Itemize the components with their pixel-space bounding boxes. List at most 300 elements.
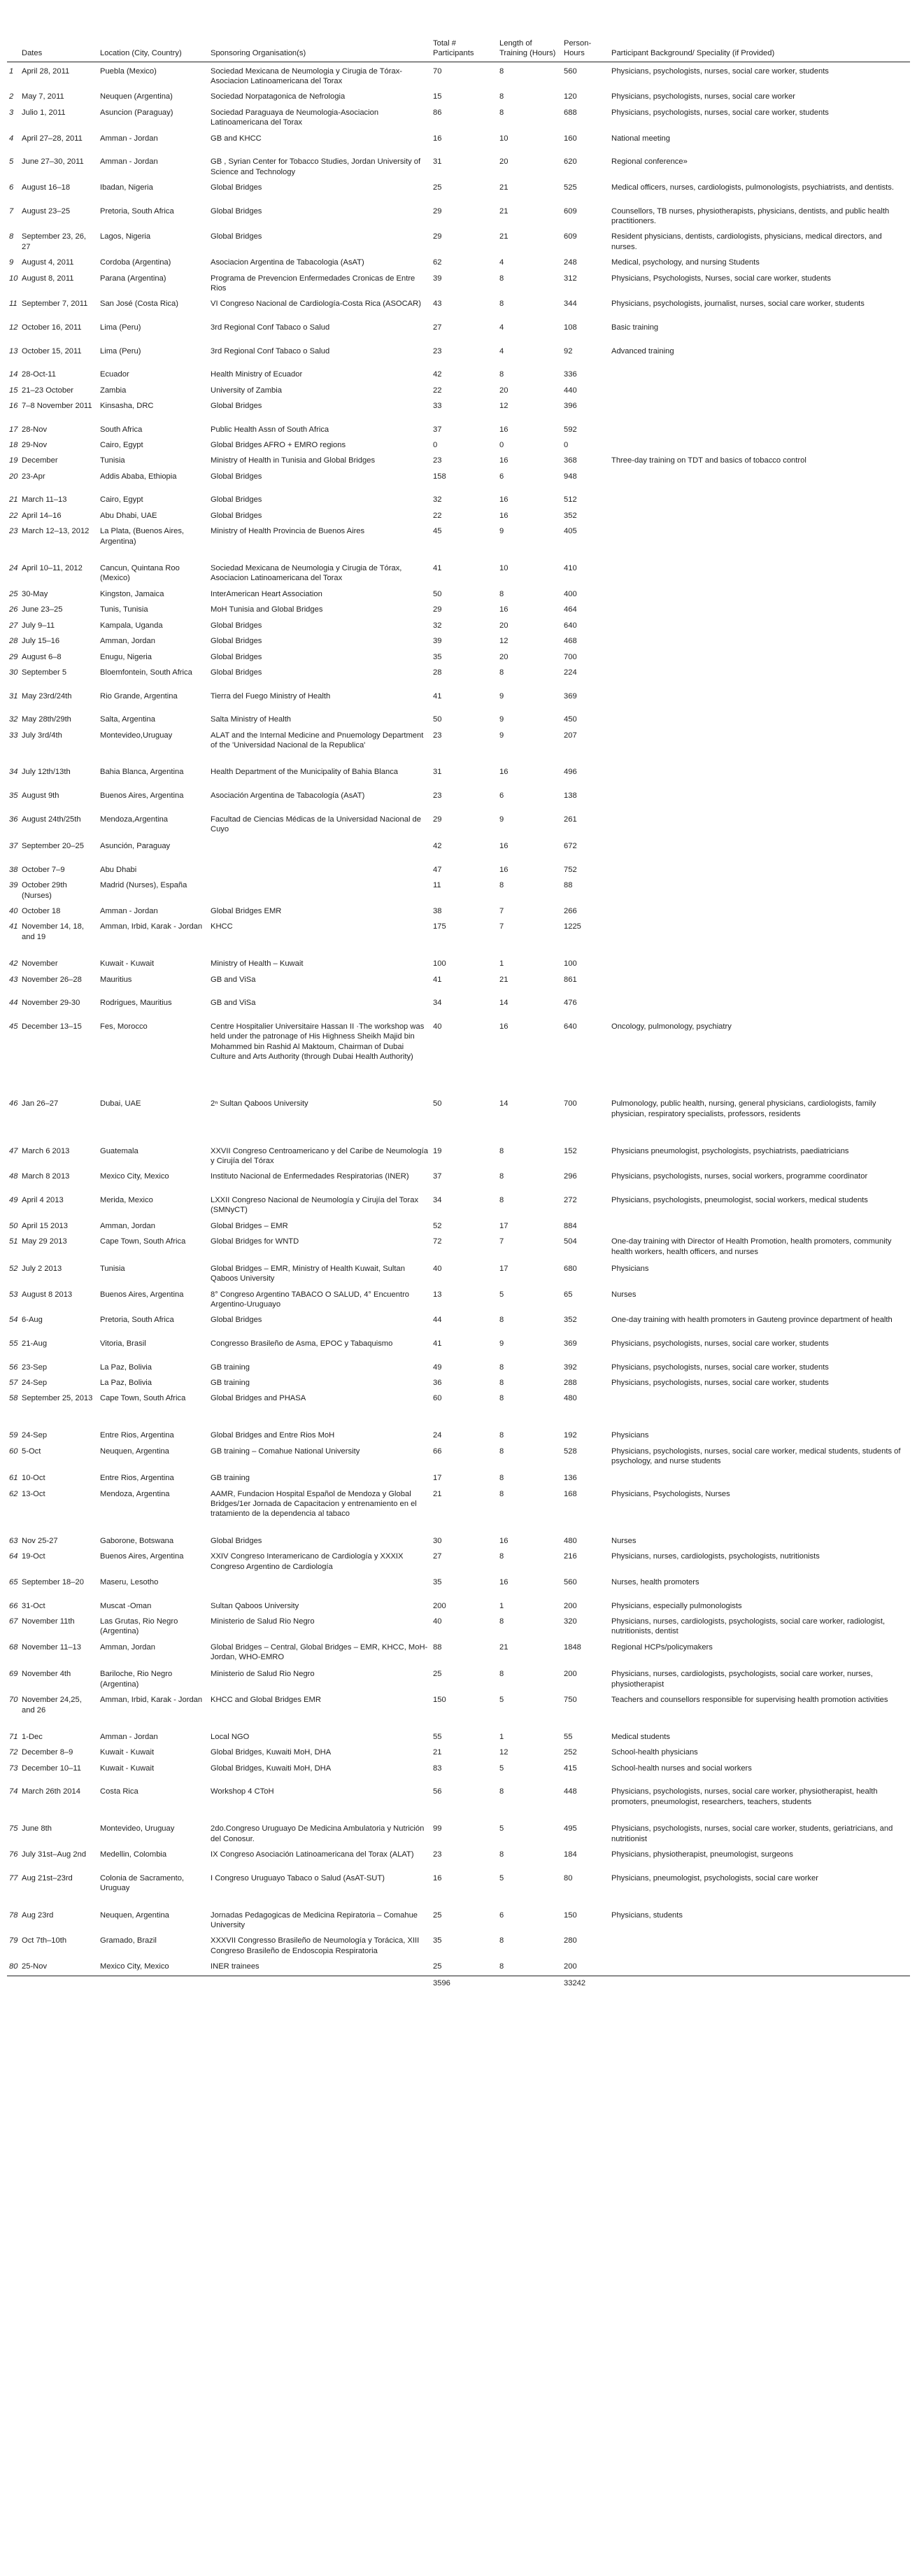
row-length-hours: 1 (499, 959, 504, 969)
row-organisation: Workshop 4 CToH (211, 1787, 274, 1796)
row-dates: October 18 (22, 906, 61, 915)
row-organisation: XXIV Congreso Interamericano de Cardiología y XXXIX Congreso Argentino de Cardiología (211, 1552, 404, 1571)
row-person-hours: 216 (564, 1552, 577, 1561)
row-number: 74 (9, 1787, 18, 1796)
row-person-hours: 100 (564, 959, 577, 969)
table-row (7, 689, 910, 713)
row-person-hours: 700 (564, 652, 577, 661)
row-location: Amman, Irbid, Karak - Jordan (100, 922, 203, 931)
row-background: Physicians, psychologists, nurses, social care worker, students (611, 1363, 829, 1372)
row-person-hours: 88 (564, 881, 573, 890)
row-dates: 30-May (22, 589, 48, 598)
row-organisation: Global Bridges for WNTD (211, 1237, 299, 1246)
row-dates: November 24,25, and 26 (22, 1696, 82, 1715)
row-length-hours: 8 (499, 1378, 504, 1387)
table-row (7, 1599, 910, 1614)
row-length-hours: 14 (499, 999, 509, 1008)
row-person-hours: 752 (564, 865, 577, 874)
row-number: 22 (9, 511, 18, 520)
row-background: Physicians, especially pulmonologists (611, 1601, 742, 1610)
table-row (7, 399, 910, 423)
row-organisation: Sociedad Paraguaya de Neumologia-Asociacion Latinoamericana del Torax (211, 108, 379, 127)
row-participants: 32 (433, 621, 442, 630)
row-length-hours: 8 (499, 1316, 504, 1325)
row-person-hours: 352 (564, 1316, 577, 1325)
row-length-hours: 8 (499, 1172, 504, 1181)
row-location: Enugu, Nigeria (100, 652, 152, 661)
row-location: Costa Rica (100, 1787, 138, 1796)
row-location: Mauritius (100, 975, 132, 984)
row-organisation: Ministerio de Salud Rio Negro (211, 1670, 315, 1679)
row-person-hours: 476 (564, 999, 577, 1008)
row-length-hours: 5 (499, 1873, 504, 1882)
row-organisation: 8° Congreso Argentino TABACO O SALUD, 4° Encuentro Argentino-Uruguayo (211, 1290, 410, 1309)
row-number: 12 (9, 323, 18, 332)
row-participants: 50 (433, 1099, 442, 1108)
row-participants: 23 (433, 1850, 442, 1859)
row-organisation: MoH Tunisia and Global Bridges (211, 605, 323, 614)
row-organisation: Programa de Prevencion Enfermedades Cronicas de Entre Rios (211, 274, 415, 293)
row-background (609, 1391, 910, 1428)
row-dates: July 15–16 (22, 637, 60, 646)
row-location: Amman, Jordan (100, 637, 155, 646)
row-dates: July 9–11 (22, 621, 55, 630)
row-participants: 19 (433, 1146, 442, 1155)
row-length-hours: 16 (499, 511, 509, 520)
row-participants: 29 (433, 815, 442, 824)
table-row (7, 493, 910, 508)
header-participants: Total # Participants (431, 7, 497, 62)
row-organisation: Global Bridges (211, 232, 262, 241)
table-row (7, 297, 910, 321)
table-row (7, 155, 910, 181)
row-location: Vitoria, Brasil (100, 1339, 146, 1348)
row-length-hours: 16 (499, 865, 509, 874)
row-participants: 50 (433, 589, 442, 598)
row-location: Neuquen, Argentina (100, 1447, 169, 1456)
table-row (7, 1234, 910, 1262)
row-location: Mexico City, Mexico (100, 1962, 169, 1971)
row-organisation: GB training – Comahue National University (211, 1447, 360, 1456)
row-dates: December (22, 456, 58, 465)
row-participants: 27 (433, 1552, 442, 1561)
row-organisation: Local NGO (211, 1733, 250, 1742)
row-background (609, 996, 910, 1020)
row-person-hours: 352 (564, 511, 577, 520)
row-dates: 5-Oct (22, 1447, 41, 1456)
row-number: 45 (9, 1022, 18, 1031)
row-background: Physicians, nurses, cardiologists, psychologists, nutritionists (611, 1552, 820, 1561)
row-location: Montevideo, Uruguay (100, 1824, 175, 1834)
row-background: School-health physicians (611, 1748, 698, 1757)
row-background: Teachers and counsellors responsible for supervising health promotion activities (611, 1696, 888, 1705)
row-person-hours: 207 (564, 731, 577, 740)
table-row (7, 603, 910, 618)
row-organisation: 2ⁿ Sultan Qaboos University (211, 1099, 308, 1108)
row-person-hours: 65 (564, 1290, 573, 1299)
row-length-hours: 5 (499, 1696, 504, 1705)
row-person-hours: 592 (564, 425, 577, 434)
table-row (7, 383, 910, 399)
row-organisation: Congresso Brasileño de Asma, EPOC y Tabaquismo (211, 1339, 393, 1348)
row-dates: September 25, 2013 (22, 1394, 93, 1403)
row-number: 50 (9, 1221, 18, 1230)
row-length-hours: 14 (499, 1099, 509, 1108)
row-participants: 60 (433, 1394, 442, 1403)
row-organisation (208, 839, 431, 863)
row-dates: May 23rd/24th (22, 691, 72, 701)
row-number: 25 (9, 589, 18, 598)
row-location: Tunisia (100, 1264, 125, 1273)
row-number: 49 (9, 1196, 18, 1204)
row-number: 40 (9, 906, 18, 915)
row-background: Counsellors, TB nurses, physiotherapists, physicians, dentists, and public health practitioners. (611, 206, 890, 225)
row-location: Bahia Blanca, Argentina (100, 768, 184, 777)
row-background (609, 1219, 910, 1234)
table-body (7, 62, 910, 1976)
row-location: Zambia (100, 386, 127, 395)
row-organisation: Sultan Qaboos University (211, 1601, 299, 1610)
row-number: 54 (9, 1316, 18, 1325)
row-dates: August 8 2013 (22, 1290, 73, 1299)
header-org: Sponsoring Organisation(s) (208, 7, 431, 62)
row-location: Lima (Peru) (100, 323, 141, 332)
row-length-hours: 8 (499, 1394, 504, 1403)
row-background (609, 493, 910, 508)
row-location: Abu Dhabi (100, 865, 137, 874)
row-length-hours: 0 (499, 440, 504, 449)
row-dates: July 3rd/4th (22, 731, 62, 740)
table-row (7, 132, 910, 155)
table-row (7, 904, 910, 920)
row-person-hours: 448 (564, 1787, 577, 1796)
row-background (609, 383, 910, 399)
row-number: 68 (9, 1642, 18, 1652)
row-background: Physicians, nurses, cardiologists, psychologists, social care worker, nurses, physiotherapist (611, 1670, 873, 1689)
row-organisation: Ministerio de Salud Rio Negro (211, 1617, 315, 1626)
row-background (609, 1471, 910, 1486)
row-person-hours: 224 (564, 668, 577, 677)
row-location: Amman - Jordan (100, 906, 158, 915)
row-location: Asuncion (Paraguay) (100, 108, 173, 117)
row-person-hours: 369 (564, 691, 577, 701)
row-location: Mexico City, Mexico (100, 1172, 169, 1181)
row-organisation: Jornadas Pedagogicas de Medicina Repiratoria – Comahue University (211, 1910, 418, 1930)
row-person-hours: 512 (564, 495, 577, 505)
row-length-hours: 8 (499, 1617, 504, 1626)
row-number: 42 (9, 959, 18, 969)
row-number: 53 (9, 1290, 18, 1299)
row-location: Amman - Jordan (100, 157, 158, 167)
header-location: Location (City, Country) (98, 7, 208, 62)
row-location: Parana (Argentina) (100, 274, 166, 283)
table-row (7, 996, 910, 1020)
row-background: Nurses, health promoters (611, 1578, 699, 1587)
table-row (7, 1193, 910, 1219)
row-organisation: Centre Hospitalier Universitaire Hassan II ·The workshop was held under the patronage of His Highness Sheikh Majid bin Mohammed bin Rashid Al Maktoum, Chairman of Dubai Culture and Arts Authority (through Dubai Health Authority) (211, 1022, 425, 1062)
table-row (7, 1144, 910, 1170)
row-organisation: Global Bridges (211, 183, 262, 192)
table-row (7, 789, 910, 812)
row-location: La Paz, Bolivia (100, 1363, 152, 1372)
table-row (7, 1959, 910, 1976)
table-row (7, 1549, 910, 1575)
row-length-hours: 8 (499, 1962, 504, 1971)
row-background: School-health nurses and social workers (611, 1764, 752, 1773)
row-length-hours: 20 (499, 621, 509, 630)
row-person-hours: 288 (564, 1378, 577, 1387)
row-dates: October 29th (Nurses) (22, 881, 67, 900)
row-person-hours: 92 (564, 346, 573, 356)
row-organisation: IX Congreso Asociación Latinoamericana del Torax (ALAT) (211, 1850, 414, 1859)
row-dates: June 23–25 (22, 605, 63, 614)
row-background: Basic training (611, 323, 659, 332)
row-number: 48 (9, 1172, 18, 1181)
table-row (7, 561, 910, 587)
table-row (7, 524, 910, 561)
row-organisation: INER trainees (211, 1962, 260, 1971)
row-length-hours: 7 (499, 906, 504, 915)
row-participants: 25 (433, 1962, 442, 1971)
row-background: Oncology, pulmonology, psychiatry (611, 1022, 732, 1031)
row-number: 2 (9, 92, 14, 101)
row-person-hours: 200 (564, 1962, 577, 1971)
row-length-hours: 8 (499, 1936, 504, 1945)
row-person-hours: 0 (564, 440, 569, 449)
row-background: Medical students (611, 1733, 670, 1742)
table-row (7, 1908, 910, 1934)
row-number: 9 (9, 258, 14, 267)
row-location: Kuwait - Kuwait (100, 1764, 155, 1773)
row-participants: 34 (433, 1196, 442, 1204)
table-row (7, 1934, 910, 1959)
row-number: 30 (9, 668, 18, 677)
row-organisation: 3rd Regional Conf Tabaco o Salud (211, 346, 330, 356)
row-background (609, 839, 910, 863)
row-background (609, 863, 910, 878)
row-organisation: Asociacion Argentina de Tabacologia (AsAT) (211, 258, 364, 267)
row-number: 47 (9, 1146, 18, 1155)
row-length-hours: 9 (499, 527, 504, 536)
table-row (7, 321, 910, 344)
row-background: Medical, psychology, and nursing Students (611, 258, 760, 267)
row-number: 66 (9, 1601, 18, 1610)
row-participants: 100 (433, 959, 446, 969)
row-background (609, 634, 910, 649)
row-participants: 0 (433, 440, 438, 449)
row-participants: 70 (433, 66, 442, 76)
row-number: 61 (9, 1474, 18, 1483)
row-participants: 29 (433, 232, 442, 241)
row-background: Three-day training on TDT and basics of tobacco control (611, 456, 806, 465)
table-row (7, 1020, 910, 1097)
row-location: Buenos Aires, Argentina (100, 1552, 184, 1561)
row-location: Tunisia (100, 456, 125, 465)
row-person-hours: 150 (564, 1910, 577, 1920)
row-dates: September 7, 2011 (22, 300, 88, 309)
row-dates: November (22, 959, 58, 969)
row-number: 44 (9, 999, 18, 1008)
row-organisation: Global Bridges, Kuwaiti MoH, DHA (211, 1764, 332, 1773)
row-background: Physicians, psychologists, nurses, social care worker, physiotherapist, health promoters, pneumologist, researchers, teachers, students (611, 1787, 878, 1806)
row-person-hours: 138 (564, 791, 577, 800)
row-organisation: Sociedad Mexicana de Neumologia y Cirugia de Tórax, Asociacion Latinoamericana del Torax (211, 564, 402, 583)
row-length-hours: 12 (499, 1748, 509, 1757)
row-location: Cape Town, South Africa (100, 1394, 186, 1403)
row-background (609, 399, 910, 423)
row-length-hours: 4 (499, 258, 504, 267)
row-participants: 99 (433, 1824, 442, 1834)
row-number: 16 (9, 401, 18, 410)
row-number: 80 (9, 1962, 18, 1971)
row-number: 31 (9, 691, 18, 701)
row-dates: 31-Oct (22, 1601, 45, 1610)
row-background (609, 524, 910, 561)
row-dates: November 26–28 (22, 975, 82, 984)
row-number: 34 (9, 768, 18, 777)
table-row (7, 729, 910, 766)
table-row (7, 587, 910, 603)
row-organisation: Global Bridges (211, 1316, 262, 1325)
table-row (7, 1822, 910, 1847)
row-organisation: Health Ministry of Ecuador (211, 370, 303, 379)
row-person-hours: 496 (564, 768, 577, 777)
row-dates: 7–8 November 2011 (22, 401, 92, 410)
row-dates: 25-Nov (22, 1962, 48, 1971)
row-participants: 41 (433, 691, 442, 701)
row-location: Las Grutas, Rio Negro (Argentina) (100, 1617, 178, 1636)
row-location: Neuquen (Argentina) (100, 92, 173, 101)
table-row (7, 619, 910, 634)
row-number: 65 (9, 1578, 18, 1587)
row-dates: June 8th (22, 1824, 52, 1834)
row-background: Physicians, psychologists, nurses, social care worker, students (611, 1378, 829, 1387)
row-number: 20 (9, 472, 18, 481)
row-dates: 23-Apr (22, 472, 45, 481)
row-location: Bloemfontein, South Africa (100, 668, 192, 677)
row-dates: April 4 2013 (22, 1196, 64, 1204)
row-number: 41 (9, 922, 18, 931)
row-background: Regional conference» (611, 157, 688, 167)
table-row (7, 255, 910, 271)
row-person-hours: 480 (564, 1536, 577, 1545)
row-number: 1 (9, 66, 14, 76)
row-background: Pulmonology, public health, nursing, general physicians, cardiologists, family physician, respiratory specialists, professors, residents (611, 1099, 876, 1118)
row-length-hours: 8 (499, 1489, 504, 1498)
table-row (7, 204, 910, 230)
table-row (7, 812, 910, 840)
row-participants: 35 (433, 652, 442, 661)
table-row (7, 839, 910, 863)
row-location: Madrid (Nurses), España (100, 881, 187, 890)
row-person-hours: 480 (564, 1394, 577, 1403)
row-person-hours: 560 (564, 1578, 577, 1587)
row-person-hours: 280 (564, 1936, 577, 1945)
row-location: Asunción, Paraguay (100, 842, 171, 851)
row-dates: November 4th (22, 1670, 71, 1679)
row-number: 63 (9, 1536, 18, 1545)
row-organisation: Global Bridges (211, 668, 262, 677)
header-dates: Dates (20, 7, 98, 62)
row-dates: June 27–30, 2011 (22, 157, 84, 167)
table-row (7, 1871, 910, 1908)
row-person-hours: 392 (564, 1363, 577, 1372)
table-row (7, 1391, 910, 1428)
row-person-hours: 450 (564, 715, 577, 724)
row-location: Gramado, Brazil (100, 1936, 157, 1945)
row-person-hours: 948 (564, 472, 577, 481)
row-background (609, 561, 910, 587)
table-row (7, 1169, 910, 1193)
row-number: 73 (9, 1764, 18, 1773)
header-background: Participant Background/ Speciality (if Provided) (609, 7, 910, 62)
table-row (7, 973, 910, 997)
table-row (7, 1337, 910, 1360)
row-person-hours: 152 (564, 1146, 577, 1155)
training-table (7, 7, 910, 1992)
row-location: Ecuador (100, 370, 129, 379)
table-row (7, 878, 910, 904)
table-footer (7, 1976, 910, 1992)
row-participants: 17 (433, 1474, 442, 1483)
row-organisation: Global Bridges (211, 652, 262, 661)
row-length-hours: 8 (499, 1552, 504, 1561)
row-background: Physicians, psychologists, nurses, social care worker, students (611, 1339, 829, 1348)
row-length-hours: 8 (499, 300, 504, 309)
row-organisation: XXXVII Congresso Brasileño de Neumología y Torácica, XIII Congreso Brasileño de Endoscopia Respiratoria (211, 1936, 420, 1955)
row-person-hours: 464 (564, 605, 577, 614)
table-row (7, 1575, 910, 1599)
row-participants: 150 (433, 1696, 446, 1705)
row-dates: May 29 2013 (22, 1237, 67, 1246)
row-location: Addis Ababa, Ethiopia (100, 472, 177, 481)
row-number: 58 (9, 1394, 18, 1403)
row-organisation: KHCC and Global Bridges EMR (211, 1696, 321, 1705)
row-dates: August 23–25 (22, 206, 71, 216)
row-dates: May 28th/29th (22, 715, 71, 724)
row-dates: 29-Nov (22, 440, 48, 449)
row-location: Entre Rios, Argentina (100, 1431, 174, 1440)
row-background (609, 470, 910, 493)
row-person-hours: 369 (564, 1339, 577, 1348)
row-organisation: Global Bridges (211, 511, 262, 520)
row-location: Colonia de Sacramento, Uruguay (100, 1873, 185, 1893)
row-dates: Julio 1, 2011 (22, 108, 66, 117)
row-number: 38 (9, 865, 18, 874)
row-organisation: GB and ViSa (211, 999, 256, 1008)
row-location: Cordoba (Argentina) (100, 258, 171, 267)
row-background (609, 920, 910, 957)
row-location: Mendoza,Argentina (100, 815, 169, 824)
row-location: Amman - Jordan (100, 134, 158, 143)
row-dates: March 26th 2014 (22, 1787, 80, 1796)
row-dates: March 12–13, 2012 (22, 527, 90, 536)
row-location: Merida, Mexico (100, 1196, 153, 1204)
row-participants: 27 (433, 323, 442, 332)
table-row (7, 1487, 910, 1534)
row-dates: August 4, 2011 (22, 258, 74, 267)
row-length-hours: 8 (499, 1146, 504, 1155)
row-length-hours: 8 (499, 668, 504, 677)
row-length-hours: 5 (499, 1824, 504, 1834)
row-organisation: Global Bridges AFRO + EMRO regions (211, 440, 346, 449)
row-length-hours: 7 (499, 922, 504, 931)
row-number: 59 (9, 1431, 18, 1440)
row-number: 72 (9, 1748, 18, 1757)
row-participants: 158 (433, 472, 446, 481)
row-dates: September 20–25 (22, 842, 84, 851)
row-number: 78 (9, 1910, 18, 1920)
